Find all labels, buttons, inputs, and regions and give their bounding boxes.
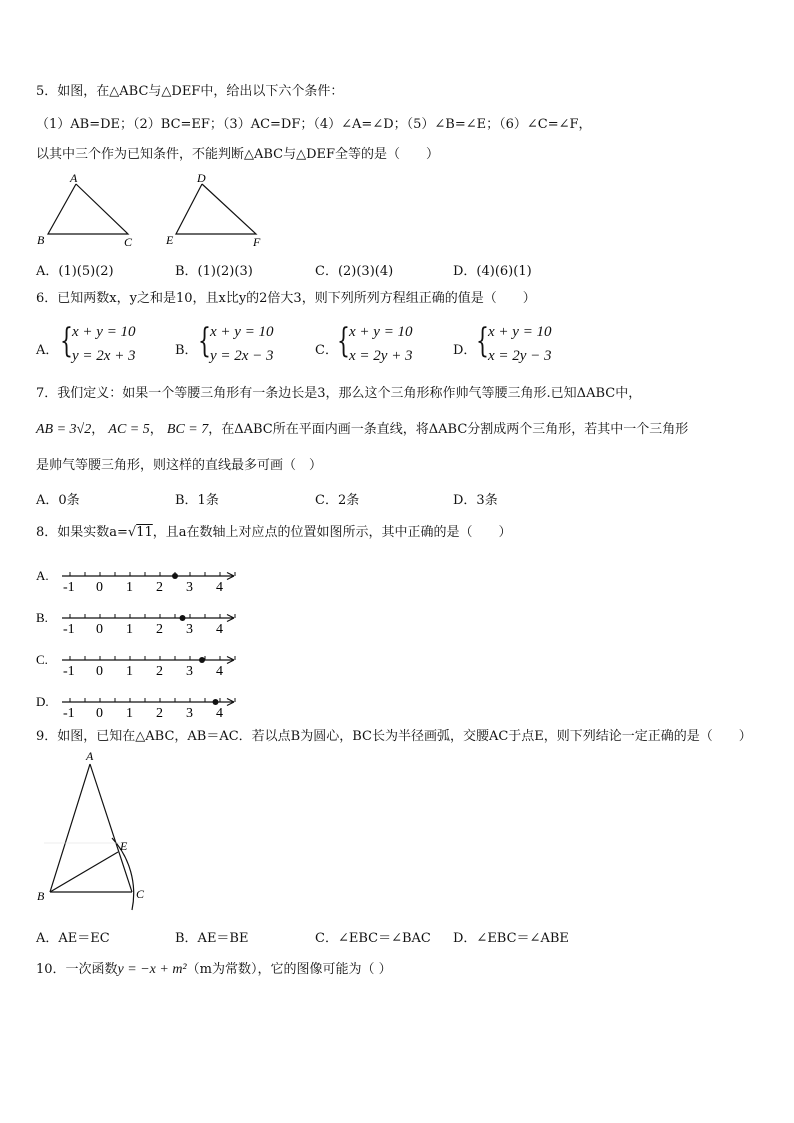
side-ac	[90, 764, 132, 892]
label-F: F	[253, 235, 261, 249]
tick-label: 1	[126, 622, 133, 637]
tick-label: -1	[63, 580, 75, 595]
q5-option-b[interactable]: B．(1)(2)(3)	[175, 264, 253, 279]
number-line-label: D.	[36, 694, 49, 709]
number-line-label: B.	[36, 610, 48, 625]
label-C: C	[136, 887, 145, 901]
q7-line1: 7．我们定义：如果一个等腰三角形有一条边长是3，那么这个三角形称作帅气等腰三角形.已知ΔABC中，	[36, 386, 642, 401]
q6-c-eq1: x + y = 10	[349, 324, 413, 340]
q6-c-eq2: x = 2y + 3	[349, 348, 413, 364]
triangle-def	[176, 184, 256, 234]
q6-option-a-letter: A．	[36, 343, 59, 358]
q10-formula: y = −x + m²	[117, 962, 187, 977]
tick-label: 1	[126, 706, 133, 720]
brace-icon: {	[198, 321, 211, 361]
tick-label: 4	[216, 622, 223, 637]
q9-stem: 9．如图，已知在△ABC，AB＝AC．若以点B为圆心，BC长为半径画弧，交腰AC于点E，则下列结论一定正确的是（ ）	[36, 729, 752, 744]
q7-option-b[interactable]: B．1条	[175, 493, 219, 508]
tick-label: -1	[63, 622, 75, 637]
q5-option-d[interactable]: D．(4)(6)(1)	[453, 264, 532, 279]
q6-a-eq2: y = 2x + 3	[72, 348, 136, 364]
tick-label: -1	[63, 706, 75, 720]
brace-icon: {	[476, 321, 489, 361]
q7-line2-rest: ，在ΔABC所在平面内画一条直线，将ΔABC分割成两个三角形，若其中一个三角形	[208, 422, 689, 437]
q6-b-eq1: x + y = 10	[210, 324, 274, 340]
label-E: E	[166, 233, 174, 247]
q6-d-eq2: x = 2y − 3	[488, 348, 552, 364]
point-a	[172, 573, 178, 579]
brace-icon: {	[337, 321, 350, 361]
q7-option-c[interactable]: C．2条	[315, 493, 360, 508]
label-C: C	[124, 235, 133, 249]
tick-label: 0	[96, 622, 103, 637]
q7-ac: AC = 5	[108, 422, 150, 437]
point-a	[213, 699, 219, 705]
q5-option-a[interactable]: A．(1)(5)(2)	[36, 264, 114, 279]
q5-line1: 5．如图，在△ABC与△DEF中，给出以下六个条件：	[36, 84, 344, 99]
triangle-abc	[48, 184, 128, 234]
tick-label: 2	[156, 706, 163, 720]
tick-label: -1	[63, 664, 75, 679]
q6-a-eq1: x + y = 10	[72, 324, 136, 340]
q7-bc: BC = 7	[166, 422, 209, 437]
q8-sqrt-arg: 11	[136, 525, 153, 540]
brace-icon: {	[60, 321, 73, 361]
q6-b-eq2: y = 2x − 3	[210, 348, 274, 364]
tick-label: 3	[186, 580, 193, 595]
q6-stem: 6．已知两数x，y之和是10，且x比y的2倍大3，则下列所列方程组正确的值是（ ）	[36, 291, 536, 306]
tick-label: 4	[216, 664, 223, 679]
tick-label: 4	[216, 580, 223, 595]
label-A: A	[70, 171, 78, 185]
q7-option-a[interactable]: A．0条	[36, 493, 80, 508]
label-D: D	[197, 171, 206, 185]
q9-triangle-figure	[34, 748, 164, 918]
tick-label: 3	[186, 706, 193, 720]
label-A: A	[86, 749, 94, 763]
point-a	[180, 615, 186, 621]
number-line-label: A.	[36, 568, 49, 583]
q7-option-d[interactable]: D．3条	[453, 493, 498, 508]
tick-label: 3	[186, 664, 193, 679]
q10-stem: 10．一次函数y = −x + m²（m为常数），它的图像可能为（ ）	[36, 962, 392, 977]
label-E: E	[120, 839, 128, 853]
side-ab	[50, 764, 90, 892]
q9-option-a[interactable]: A．AE＝EC	[36, 931, 110, 946]
number-line-option-b[interactable]	[36, 610, 235, 637]
q6-option-c-letter: C．	[315, 343, 338, 358]
label-B: B	[37, 233, 45, 247]
q7-ab: AB = 3√2	[36, 422, 92, 437]
q9-option-b[interactable]: B．AE＝BE	[175, 931, 249, 946]
q8-stem: 8．如果实数a=√11，且a在数轴上对应点的位置如图所示，其中正确的是（ ）	[36, 525, 512, 540]
q5-option-c[interactable]: C．(2)(3)(4)	[315, 264, 394, 279]
tick-label: 1	[126, 664, 133, 679]
tick-label: 3	[186, 622, 193, 637]
q8-number-lines	[34, 560, 254, 720]
q9-option-d[interactable]: D．∠EBC＝∠ABE	[453, 931, 569, 946]
tick-label: 2	[156, 580, 163, 595]
tick-label: 2	[156, 664, 163, 679]
q6-d-eq1: x + y = 10	[488, 324, 552, 340]
number-line-option-d[interactable]	[36, 694, 235, 720]
q5-triangles-figure	[34, 170, 274, 250]
tick-label: 0	[96, 664, 103, 679]
label-B: B	[37, 889, 45, 903]
tick-label: 0	[96, 706, 103, 720]
q5-line3: 以其中三个作为已知条件，不能判断△ABC与△DEF全等的是（ ）	[36, 147, 440, 162]
point-a	[199, 657, 205, 663]
number-line-option-a[interactable]	[36, 568, 235, 595]
number-line-option-c[interactable]	[36, 652, 235, 679]
tick-label: 1	[126, 580, 133, 595]
q7-line3: 是帅气等腰三角形，则这样的直线最多可画（ ）	[36, 458, 323, 473]
q6-option-b-letter: B．	[175, 343, 198, 358]
q5-conditions: （1）AB=DE；（2）BC=EF；（3）AC=DF；（4）∠A=∠D；（5）∠B=∠E；（6）∠C=∠F，	[36, 117, 592, 132]
q9-option-c[interactable]: C．∠EBC＝∠BAC	[315, 931, 431, 946]
q6-option-d-letter: D．	[453, 343, 477, 358]
tick-label: 4	[216, 706, 223, 720]
tick-label: 0	[96, 580, 103, 595]
tick-label: 2	[156, 622, 163, 637]
number-line-label: C.	[36, 652, 48, 667]
